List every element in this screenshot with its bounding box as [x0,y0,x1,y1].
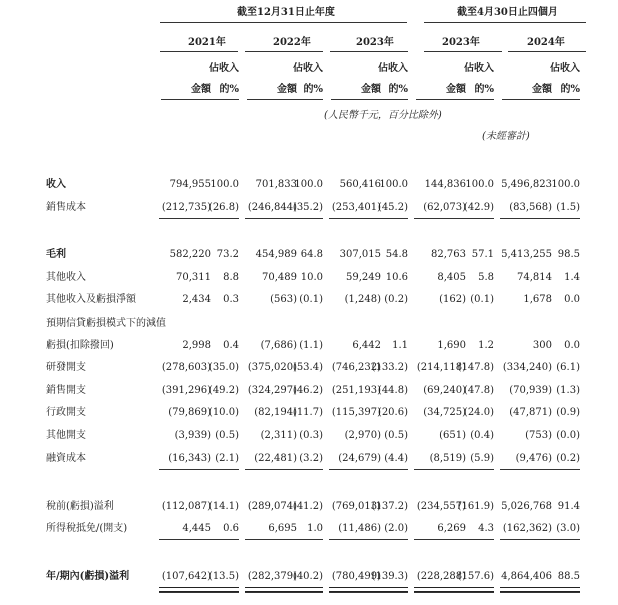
subtotal-rule [378,218,408,219]
subtotal-rule [550,592,580,593]
amount-cell: (278,603) [161,362,211,373]
percent-cell: (2.0) [384,523,408,534]
col-header-amount: 金額 [446,84,466,95]
percent-cell: 0.4 [223,340,239,351]
percent-cell: 88.5 [557,571,580,582]
amount-cell: (2,311) [260,430,297,441]
amount-cell: (107,642) [161,571,211,582]
amount-cell: (34,725) [423,407,466,418]
amount-cell: (8,519) [429,453,466,464]
percent-cell: (133.2) [371,362,408,373]
period-header-four-months: 截至4月30日止四個月 [457,7,558,18]
amount-cell: 1,678 [523,294,552,305]
amount-cell: (780,499) [331,571,381,582]
percent-cell: (46.2) [292,385,323,396]
subtotal-rule [245,592,297,593]
percent-cell: (139.3) [371,571,408,582]
col-header-percent-line1: 佔收入 [293,63,323,74]
amount-cell: (3,939) [174,430,211,441]
row-label: 所得稅抵免/(開支) [46,523,128,534]
amount-cell: (9,476) [515,453,552,464]
amount-cell: (334,240) [502,362,552,373]
amount-cell: 74,814 [517,272,552,283]
amount-cell: 6,695 [268,523,297,534]
amount-cell: 4,445 [182,523,211,534]
amount-cell: (746,232) [331,362,381,373]
amount-cell: (289,074) [247,501,297,512]
subtotal-rule [159,539,211,540]
col-header-rule [550,99,580,100]
subtotal-rule [159,592,211,593]
amount-cell: 582,220 [169,249,211,260]
amount-cell: (16,343) [168,453,211,464]
subtotal-rule [293,469,323,470]
col-header-rule [464,99,494,100]
col-header-rule [416,99,466,100]
percent-cell: 0.0 [564,340,580,351]
subtotal-rule [500,469,552,470]
year-rule [424,51,502,52]
amount-cell: (246,844) [247,202,297,213]
amount-cell: 4,864,406 [501,571,552,582]
amount-cell: 144,836 [424,179,466,190]
amount-cell: (769,013) [331,501,381,512]
subtotal-rule [245,539,297,540]
col-header-rule [378,99,408,100]
subtotal-rule [414,469,466,470]
subtotal-rule [159,469,211,470]
year-rule [330,51,408,52]
row-label: 銷售成本 [46,202,86,213]
amount-cell: (563) [270,294,297,305]
percent-cell: (6.1) [556,362,580,373]
amount-cell: (228,288) [416,571,466,582]
percent-cell: (161.9) [457,501,494,512]
header-rule [424,22,586,23]
amount-cell: (251,193) [331,385,381,396]
amount-cell: (1,248) [344,294,381,305]
amount-cell: (753) [525,430,552,441]
amount-cell: (651) [439,430,466,441]
col-header-rule [331,99,381,100]
amount-cell: 307,015 [339,249,381,260]
amount-cell: 5,496,823 [501,179,552,190]
amount-cell: (115,397) [331,407,381,418]
col-header-percent-line2: 的% [388,84,408,95]
subtotal-rule [414,539,466,540]
percent-cell: 100.0 [379,179,408,190]
row-label: 稅前(虧損)溢利 [46,501,114,512]
subtotal-rule [245,469,297,470]
percent-cell: (40.2) [292,571,323,582]
percent-cell: (0.1) [470,294,494,305]
subtotal-rule [329,218,381,219]
subtotal-rule [378,469,408,470]
subtotal-rule [209,469,239,470]
percent-cell: (35.0) [208,362,239,373]
amount-cell: 5,026,768 [501,501,552,512]
percent-cell: (14.1) [208,501,239,512]
percent-cell: (53.4) [292,362,323,373]
percent-cell: 0.0 [564,294,580,305]
amount-cell: 82,763 [431,249,466,260]
percent-cell: (11.7) [292,407,323,418]
percent-cell: (5.9) [470,453,494,464]
percent-cell: 10.6 [385,272,408,283]
amount-cell: (82,194) [254,407,297,418]
col-header-percent-line2: 的% [303,84,323,95]
subtotal-rule [464,469,494,470]
subtotal-rule [500,218,552,219]
percent-cell: (137.2) [371,501,408,512]
amount-cell: 70,311 [176,272,211,283]
amount-cell: (22,481) [254,453,297,464]
amount-cell: 8,405 [437,272,466,283]
subtotal-rule [293,592,323,593]
subtotal-rule [209,218,239,219]
amount-cell: 794,955 [169,179,211,190]
subtotal-rule [329,539,381,540]
percent-cell: (1.1) [299,340,323,351]
subtotal-rule [329,592,381,593]
amount-cell: 560,416 [339,179,381,190]
percent-cell: 10.0 [300,272,323,283]
amount-cell: 6,442 [352,340,381,351]
subtotal-rule [500,592,552,593]
col-header-percent-line2: 的% [474,84,494,95]
row-label: 預期信貸虧損模式下的減值 [46,318,166,329]
period-header-full-year: 截至12月31日止年度 [237,7,335,18]
percent-cell: 1.0 [307,523,323,534]
percent-cell: (0.4) [470,430,494,441]
col-header-amount: 金額 [361,84,381,95]
percent-cell: (3.2) [299,453,323,464]
percent-cell: (0.9) [556,407,580,418]
subtotal-rule [550,469,580,470]
amount-cell: 70,489 [262,272,297,283]
percent-cell: (0.3) [299,430,323,441]
percent-cell: 54.8 [385,249,408,260]
col-header-rule [161,99,211,100]
percent-cell: 1.2 [478,340,494,351]
amount-cell: (212,735) [161,202,211,213]
row-label: 毛利 [46,249,66,260]
year-rule [508,51,586,52]
col-header-rule [247,99,297,100]
row-label: 行政開支 [46,407,86,418]
subtotal-rule [209,539,239,540]
amount-cell: (234,557) [416,501,466,512]
percent-cell: (4.4) [384,453,408,464]
year-header-2022: 2022年 [273,37,311,48]
percent-cell: 100.0 [465,179,494,190]
percent-cell: 64.8 [300,249,323,260]
year-header-2023: 2023年 [356,37,394,48]
amount-cell: (391,296) [161,385,211,396]
percent-cell: 100.0 [210,179,239,190]
col-header-amount: 金額 [532,84,552,95]
percent-cell: (0.2) [556,453,580,464]
percent-cell: (0.5) [215,430,239,441]
subtotal-rule [245,218,297,219]
amount-cell: (2,970) [344,430,381,441]
row-label: 虧損(扣除撥回) [46,340,114,351]
percent-cell: 5.8 [478,272,494,283]
row-label: 銷售開支 [46,385,86,396]
amount-cell: (112,087) [161,501,211,512]
percent-cell: 1.1 [392,340,408,351]
percent-cell: 8.8 [223,272,239,283]
amount-cell: 59,249 [346,272,381,283]
subtotal-rule [500,539,552,540]
year-header-2024-interim: 2024年 [527,37,565,48]
year-header-2023-interim: 2023年 [442,37,480,48]
percent-cell: (49.2) [208,385,239,396]
amount-cell: 300 [532,340,552,351]
row-label: 其他收入及虧損淨額 [46,294,136,305]
amount-cell: (253,401) [331,202,381,213]
subtotal-rule [378,539,408,540]
amount-cell: 5,413,255 [501,249,552,260]
amount-cell: 1,690 [437,340,466,351]
subtotal-rule [464,592,494,593]
row-label: 其他收入 [46,272,86,283]
amount-cell: (11,486) [338,523,381,534]
subtotal-rule [464,218,494,219]
percent-cell: 100.0 [294,179,323,190]
percent-cell: (47.8) [463,385,494,396]
amount-cell: 454,989 [255,249,297,260]
percent-cell: (1.5) [556,202,580,213]
amount-cell: (214,118) [416,362,466,373]
col-header-amount: 金額 [191,84,211,95]
amount-cell: (69,240) [423,385,466,396]
subtotal-rule [378,592,408,593]
col-header-amount: 金額 [277,84,297,95]
amount-cell: (47,871) [509,407,552,418]
percent-cell: (0.1) [299,294,323,305]
year-rule [245,51,323,52]
amount-cell: (375,020) [247,362,297,373]
percent-cell: 91.4 [557,501,580,512]
amount-cell: (70,939) [509,385,552,396]
percent-cell: (45.2) [377,202,408,213]
percent-cell: (1.3) [556,385,580,396]
percent-cell: 0.6 [223,523,239,534]
amount-cell: 701,833 [255,179,297,190]
percent-cell: 0.3 [223,294,239,305]
percent-cell: 98.5 [557,249,580,260]
row-label: 年/期內(虧損)溢利 [46,571,130,582]
subtotal-rule [293,539,323,540]
amount-cell: (324,297) [247,385,297,396]
col-header-percent-line1: 佔收入 [378,63,408,74]
percent-cell: (2.1) [215,453,239,464]
col-header-rule [293,99,323,100]
percent-cell: (147.8) [457,362,494,373]
amount-cell: (162) [439,294,466,305]
header-rule [160,22,407,23]
percent-cell: (42.9) [463,202,494,213]
amount-cell: (62,073) [423,202,466,213]
amount-cell: (162,362) [502,523,552,534]
percent-cell: (13.5) [208,571,239,582]
amount-cell: (24,679) [338,453,381,464]
col-header-percent-line2: 的% [219,84,239,95]
amount-cell: (7,686) [260,340,297,351]
percent-cell: (26.8) [208,202,239,213]
amount-cell: 6,269 [437,523,466,534]
row-label: 其他開支 [46,430,86,441]
percent-cell: (0.0) [556,430,580,441]
col-header-percent-line2: 的% [560,84,580,95]
row-label: 收入 [46,179,66,190]
amount-cell: 2,998 [182,340,211,351]
percent-cell: 100.0 [551,179,580,190]
subtotal-rule [293,218,323,219]
percent-cell: (41.2) [292,501,323,512]
percent-cell: 73.2 [216,249,239,260]
percent-cell: (0.2) [384,294,408,305]
percent-cell: (3.0) [556,523,580,534]
subtotal-rule [414,218,466,219]
subtotal-rule [550,218,580,219]
subtotal-rule [464,539,494,540]
percent-cell: (10.0) [208,407,239,418]
percent-cell: (0.5) [384,430,408,441]
subtotal-rule [159,218,211,219]
col-header-percent-line1: 佔收入 [464,63,494,74]
percent-cell: (44.8) [377,385,408,396]
col-header-percent-line1: 佔收入 [209,63,239,74]
unaudited-note: (未經審計) [482,131,530,142]
row-label: 研發開支 [46,362,86,373]
col-header-rule [209,99,239,100]
subtotal-rule [329,469,381,470]
amount-cell: (282,379) [247,571,297,582]
col-header-rule [502,99,552,100]
subtotal-rule [550,539,580,540]
subtotal-rule [209,592,239,593]
col-header-percent-line1: 佔收入 [550,63,580,74]
percent-cell: (20.6) [377,407,408,418]
amount-cell: (83,568) [509,202,552,213]
percent-cell: (35.2) [292,202,323,213]
percent-cell: (157.6) [457,571,494,582]
percent-cell: 1.4 [564,272,580,283]
amount-cell: 2,434 [182,294,211,305]
percent-cell: (24.0) [463,407,494,418]
year-header-2021: 2021年 [188,37,226,48]
percent-cell: 57.1 [471,249,494,260]
subtotal-rule [414,592,466,593]
row-label: 融資成本 [46,453,86,464]
amount-cell: (79,869) [168,407,211,418]
unit-note: (人民幣千元，百分比除外) [324,110,442,121]
percent-cell: 4.3 [478,523,494,534]
year-rule [160,51,238,52]
